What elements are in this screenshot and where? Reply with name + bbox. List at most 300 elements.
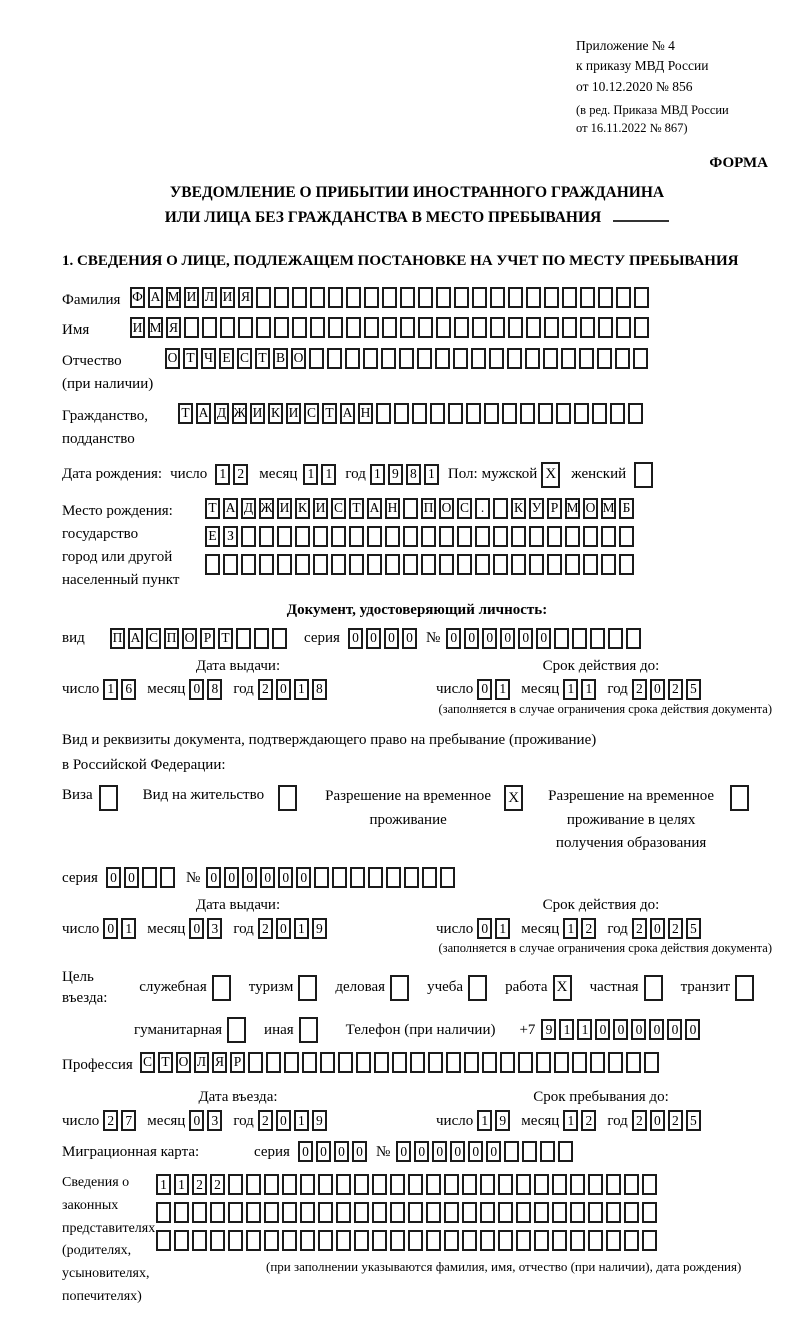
char-cell[interactable]: 7 <box>121 1110 136 1131</box>
char-cell[interactable]: 0 <box>278 867 293 888</box>
char-cell[interactable] <box>264 1230 279 1251</box>
char-cell[interactable]: 2 <box>581 1110 596 1131</box>
char-cell[interactable]: 0 <box>189 679 204 700</box>
char-cell[interactable] <box>634 287 649 308</box>
char-cell[interactable] <box>610 403 625 424</box>
char-cell[interactable] <box>299 1017 318 1043</box>
char-cell[interactable] <box>364 287 379 308</box>
char-cell[interactable] <box>454 287 469 308</box>
char-cell[interactable] <box>502 403 517 424</box>
char-cell[interactable] <box>480 1230 495 1251</box>
char-cell[interactable] <box>350 867 365 888</box>
char-cell[interactable] <box>320 1052 335 1073</box>
char-cell[interactable] <box>462 1174 477 1195</box>
char-cell[interactable]: С <box>140 1052 155 1073</box>
char-cell[interactable] <box>202 317 217 338</box>
stay-month-input[interactable] <box>563 1110 599 1131</box>
representatives-row3-input[interactable] <box>156 1230 741 1251</box>
char-cell[interactable]: 0 <box>414 1141 429 1162</box>
char-cell[interactable]: Д <box>241 498 256 519</box>
char-cell[interactable]: А <box>196 403 211 424</box>
char-cell[interactable]: Д <box>214 403 229 424</box>
char-cell[interactable]: 2 <box>668 679 683 700</box>
res-expiry-day-input[interactable] <box>477 918 513 939</box>
char-cell[interactable] <box>580 317 595 338</box>
char-cell[interactable] <box>300 1174 315 1195</box>
char-cell[interactable] <box>642 1174 657 1195</box>
char-cell[interactable] <box>372 1230 387 1251</box>
char-cell[interactable]: З <box>223 526 238 547</box>
char-cell[interactable] <box>372 1202 387 1223</box>
doc-kind-input[interactable] <box>110 628 290 649</box>
char-cell[interactable]: 0 <box>396 1141 411 1162</box>
char-cell[interactable] <box>518 1052 533 1073</box>
doc-issue-day-input[interactable] <box>103 679 139 700</box>
char-cell[interactable] <box>390 1174 405 1195</box>
char-cell[interactable]: 0 <box>450 1141 465 1162</box>
char-cell[interactable] <box>508 287 523 308</box>
char-cell[interactable]: 6 <box>121 679 136 700</box>
char-cell[interactable] <box>310 317 325 338</box>
char-cell[interactable] <box>318 1202 333 1223</box>
char-cell[interactable] <box>328 287 343 308</box>
char-cell[interactable] <box>277 554 292 575</box>
char-cell[interactable] <box>608 628 623 649</box>
char-cell[interactable] <box>394 403 409 424</box>
char-cell[interactable] <box>498 1202 513 1223</box>
char-cell[interactable]: Т <box>205 498 220 519</box>
char-cell[interactable] <box>403 526 418 547</box>
char-cell[interactable]: 3 <box>207 1110 222 1131</box>
char-cell[interactable] <box>266 1052 281 1073</box>
char-cell[interactable]: А <box>128 628 143 649</box>
char-cell[interactable] <box>558 1141 573 1162</box>
char-cell[interactable] <box>241 554 256 575</box>
char-cell[interactable] <box>529 554 544 575</box>
char-cell[interactable]: 9 <box>312 918 327 939</box>
char-cell[interactable] <box>336 1202 351 1223</box>
char-cell[interactable] <box>439 526 454 547</box>
char-cell[interactable] <box>606 1230 621 1251</box>
char-cell[interactable] <box>540 1141 555 1162</box>
char-cell[interactable]: К <box>268 403 283 424</box>
char-cell[interactable]: 0 <box>124 867 139 888</box>
char-cell[interactable] <box>475 554 490 575</box>
char-cell[interactable]: 9 <box>388 464 403 485</box>
char-cell[interactable]: 0 <box>316 1141 331 1162</box>
char-cell[interactable]: Н <box>358 403 373 424</box>
char-cell[interactable] <box>615 348 630 369</box>
char-cell[interactable] <box>354 1202 369 1223</box>
char-cell[interactable] <box>475 526 490 547</box>
char-cell[interactable]: 0 <box>348 628 363 649</box>
char-cell[interactable] <box>228 1202 243 1223</box>
char-cell[interactable]: 0 <box>613 1019 628 1040</box>
char-cell[interactable]: С <box>304 403 319 424</box>
char-cell[interactable] <box>626 1052 641 1073</box>
entry-year-input[interactable] <box>258 1110 330 1131</box>
char-cell[interactable]: Ж <box>232 403 247 424</box>
char-cell[interactable]: 0 <box>106 867 121 888</box>
char-cell[interactable]: 0 <box>595 1019 610 1040</box>
char-cell[interactable] <box>508 317 523 338</box>
char-cell[interactable] <box>552 1174 567 1195</box>
char-cell[interactable]: П <box>110 628 125 649</box>
char-cell[interactable] <box>228 1230 243 1251</box>
char-cell[interactable] <box>400 317 415 338</box>
char-cell[interactable] <box>468 975 487 1001</box>
char-cell[interactable] <box>156 1202 171 1223</box>
char-cell[interactable]: 2 <box>581 918 596 939</box>
char-cell[interactable]: К <box>295 498 310 519</box>
char-cell[interactable]: Т <box>218 628 233 649</box>
char-cell[interactable]: 1 <box>215 464 230 485</box>
char-cell[interactable] <box>349 554 364 575</box>
char-cell[interactable]: 1 <box>294 679 309 700</box>
char-cell[interactable]: К <box>511 498 526 519</box>
representatives-row1-input[interactable] <box>156 1174 741 1195</box>
char-cell[interactable] <box>482 1052 497 1073</box>
char-cell[interactable] <box>241 526 256 547</box>
char-cell[interactable]: Я <box>212 1052 227 1073</box>
char-cell[interactable] <box>598 287 613 308</box>
char-cell[interactable]: 5 <box>686 1110 701 1131</box>
char-cell[interactable] <box>386 867 401 888</box>
char-cell[interactable] <box>174 1230 189 1251</box>
char-cell[interactable]: 5 <box>686 918 701 939</box>
char-cell[interactable] <box>246 1202 261 1223</box>
birth-day-input[interactable] <box>215 464 251 485</box>
char-cell[interactable] <box>259 554 274 575</box>
char-cell[interactable] <box>436 317 451 338</box>
char-cell[interactable]: 0 <box>631 1019 646 1040</box>
res-expiry-month-input[interactable] <box>563 918 599 939</box>
doc-issue-year-input[interactable] <box>258 679 330 700</box>
birthplace-row2-input[interactable] <box>205 526 637 547</box>
char-cell[interactable] <box>570 1230 585 1251</box>
char-cell[interactable] <box>248 1052 263 1073</box>
birthplace-row3-input[interactable] <box>205 554 637 575</box>
char-cell[interactable]: Ф <box>130 287 145 308</box>
char-cell[interactable]: Б <box>619 498 634 519</box>
char-cell[interactable] <box>336 1174 351 1195</box>
char-cell[interactable] <box>466 403 481 424</box>
char-cell[interactable] <box>363 348 378 369</box>
char-cell[interactable] <box>601 554 616 575</box>
char-cell[interactable] <box>298 975 317 1001</box>
purpose-transit-checkbox[interactable] <box>735 975 757 1001</box>
char-cell[interactable] <box>634 462 653 488</box>
char-cell[interactable]: 3 <box>207 918 222 939</box>
char-cell[interactable] <box>331 526 346 547</box>
char-cell[interactable]: 0 <box>432 1141 447 1162</box>
char-cell[interactable]: 0 <box>276 679 291 700</box>
char-cell[interactable] <box>516 1174 531 1195</box>
char-cell[interactable] <box>408 1230 423 1251</box>
res-issue-month-input[interactable] <box>189 918 225 939</box>
res-expiry-year-input[interactable] <box>632 918 704 939</box>
char-cell[interactable] <box>440 867 455 888</box>
temp-permit-checkbox[interactable] <box>504 785 526 811</box>
char-cell[interactable]: 1 <box>321 464 336 485</box>
char-cell[interactable]: 0 <box>464 628 479 649</box>
char-cell[interactable] <box>457 554 472 575</box>
char-cell[interactable] <box>238 317 253 338</box>
char-cell[interactable] <box>184 317 199 338</box>
char-cell[interactable]: С <box>237 348 252 369</box>
char-cell[interactable] <box>278 785 297 811</box>
char-cell[interactable] <box>439 554 454 575</box>
char-cell[interactable] <box>300 1230 315 1251</box>
char-cell[interactable] <box>511 526 526 547</box>
char-cell[interactable] <box>448 403 463 424</box>
char-cell[interactable] <box>376 403 391 424</box>
char-cell[interactable]: 0 <box>650 1110 665 1131</box>
char-cell[interactable] <box>295 526 310 547</box>
char-cell[interactable] <box>472 317 487 338</box>
mig-series-input[interactable] <box>298 1141 370 1162</box>
char-cell[interactable]: 2 <box>668 918 683 939</box>
char-cell[interactable] <box>256 317 271 338</box>
doc-expiry-month-input[interactable] <box>563 679 599 700</box>
char-cell[interactable]: 0 <box>477 679 492 700</box>
char-cell[interactable] <box>336 1230 351 1251</box>
char-cell[interactable]: 1 <box>121 918 136 939</box>
char-cell[interactable] <box>529 526 544 547</box>
char-cell[interactable]: 1 <box>477 1110 492 1131</box>
char-cell[interactable] <box>385 526 400 547</box>
char-cell[interactable] <box>367 554 382 575</box>
char-cell[interactable] <box>562 287 577 308</box>
char-cell[interactable] <box>426 1174 441 1195</box>
char-cell[interactable] <box>274 287 289 308</box>
char-cell[interactable] <box>644 975 663 1001</box>
char-cell[interactable]: 0 <box>650 918 665 939</box>
char-cell[interactable]: 0 <box>334 1141 349 1162</box>
char-cell[interactable] <box>403 554 418 575</box>
purpose-private-checkbox[interactable] <box>644 975 666 1001</box>
char-cell[interactable]: 0 <box>649 1019 664 1040</box>
char-cell[interactable] <box>220 317 235 338</box>
phone-input[interactable] <box>541 1019 703 1040</box>
char-cell[interactable]: П <box>421 498 436 519</box>
citizenship-input[interactable] <box>178 403 646 424</box>
char-cell[interactable]: И <box>184 287 199 308</box>
char-cell[interactable] <box>453 348 468 369</box>
char-cell[interactable]: О <box>165 348 180 369</box>
char-cell[interactable]: 0 <box>667 1019 682 1040</box>
char-cell[interactable]: И <box>286 403 301 424</box>
char-cell[interactable]: 0 <box>296 867 311 888</box>
char-cell[interactable] <box>282 1202 297 1223</box>
char-cell[interactable]: Е <box>205 526 220 547</box>
char-cell[interactable] <box>588 1230 603 1251</box>
char-cell[interactable]: Н <box>385 498 400 519</box>
char-cell[interactable]: 1 <box>563 679 578 700</box>
char-cell[interactable] <box>156 1230 171 1251</box>
char-cell[interactable] <box>570 1174 585 1195</box>
char-cell[interactable] <box>399 348 414 369</box>
char-cell[interactable]: 1 <box>581 679 596 700</box>
firstname-input[interactable] <box>130 317 652 338</box>
char-cell[interactable]: 1 <box>174 1174 189 1195</box>
char-cell[interactable] <box>592 403 607 424</box>
char-cell[interactable] <box>493 554 508 575</box>
purpose-official-checkbox[interactable] <box>212 975 234 1001</box>
char-cell[interactable] <box>309 348 324 369</box>
residence-permit-checkbox[interactable] <box>278 785 300 811</box>
char-cell[interactable]: Ж <box>259 498 274 519</box>
char-cell[interactable] <box>606 1174 621 1195</box>
char-cell[interactable]: Т <box>349 498 364 519</box>
char-cell[interactable] <box>552 1202 567 1223</box>
char-cell[interactable] <box>616 317 631 338</box>
char-cell[interactable]: У <box>529 498 544 519</box>
char-cell[interactable] <box>444 1230 459 1251</box>
char-cell[interactable] <box>730 785 749 811</box>
char-cell[interactable] <box>598 317 613 338</box>
char-cell[interactable]: 0 <box>650 679 665 700</box>
char-cell[interactable]: 1 <box>294 1110 309 1131</box>
char-cell[interactable] <box>417 348 432 369</box>
birthplace-row1-input[interactable] <box>205 498 637 519</box>
char-cell[interactable] <box>418 317 433 338</box>
char-cell[interactable]: 8 <box>207 679 222 700</box>
char-cell[interactable] <box>619 526 634 547</box>
char-cell[interactable]: 0 <box>352 1141 367 1162</box>
char-cell[interactable]: Ч <box>201 348 216 369</box>
char-cell[interactable] <box>346 317 361 338</box>
char-cell[interactable] <box>356 1052 371 1073</box>
char-cell[interactable]: 0 <box>446 628 461 649</box>
birth-month-input[interactable] <box>303 464 339 485</box>
char-cell[interactable] <box>274 317 289 338</box>
char-cell[interactable]: X <box>504 785 523 811</box>
char-cell[interactable]: 1 <box>424 464 439 485</box>
char-cell[interactable] <box>392 1052 407 1073</box>
char-cell[interactable] <box>404 867 419 888</box>
char-cell[interactable] <box>601 526 616 547</box>
char-cell[interactable] <box>642 1202 657 1223</box>
char-cell[interactable] <box>426 1202 441 1223</box>
char-cell[interactable] <box>210 1230 225 1251</box>
char-cell[interactable] <box>446 1052 461 1073</box>
char-cell[interactable]: 0 <box>298 1141 313 1162</box>
char-cell[interactable]: М <box>565 498 580 519</box>
char-cell[interactable] <box>516 1202 531 1223</box>
char-cell[interactable] <box>412 403 427 424</box>
char-cell[interactable]: А <box>340 403 355 424</box>
char-cell[interactable]: 1 <box>370 464 385 485</box>
char-cell[interactable] <box>435 348 450 369</box>
char-cell[interactable] <box>484 403 499 424</box>
char-cell[interactable] <box>142 867 157 888</box>
doc-number-input[interactable] <box>446 628 644 649</box>
char-cell[interactable] <box>345 348 360 369</box>
char-cell[interactable]: 0 <box>518 628 533 649</box>
char-cell[interactable] <box>480 1174 495 1195</box>
char-cell[interactable] <box>490 317 505 338</box>
char-cell[interactable]: Т <box>178 403 193 424</box>
char-cell[interactable]: 2 <box>632 918 647 939</box>
char-cell[interactable]: 8 <box>312 679 327 700</box>
char-cell[interactable] <box>192 1202 207 1223</box>
char-cell[interactable] <box>374 1052 389 1073</box>
char-cell[interactable] <box>507 348 522 369</box>
char-cell[interactable] <box>462 1202 477 1223</box>
char-cell[interactable] <box>367 526 382 547</box>
char-cell[interactable]: 9 <box>312 1110 327 1131</box>
char-cell[interactable] <box>400 287 415 308</box>
char-cell[interactable] <box>624 1230 639 1251</box>
purpose-other-checkbox[interactable] <box>299 1017 321 1043</box>
char-cell[interactable] <box>534 1230 549 1251</box>
char-cell[interactable]: Т <box>183 348 198 369</box>
char-cell[interactable] <box>421 526 436 547</box>
char-cell[interactable]: 1 <box>559 1019 574 1040</box>
char-cell[interactable] <box>642 1230 657 1251</box>
char-cell[interactable] <box>259 526 274 547</box>
char-cell[interactable]: А <box>367 498 382 519</box>
char-cell[interactable] <box>368 867 383 888</box>
char-cell[interactable] <box>580 287 595 308</box>
char-cell[interactable]: 0 <box>242 867 257 888</box>
char-cell[interactable] <box>272 628 287 649</box>
char-cell[interactable] <box>372 1174 387 1195</box>
char-cell[interactable] <box>444 1202 459 1223</box>
char-cell[interactable]: Л <box>202 287 217 308</box>
char-cell[interactable] <box>418 287 433 308</box>
char-cell[interactable]: О <box>176 1052 191 1073</box>
char-cell[interactable] <box>608 1052 623 1073</box>
char-cell[interactable] <box>346 287 361 308</box>
char-cell[interactable] <box>504 1141 519 1162</box>
char-cell[interactable] <box>314 867 329 888</box>
char-cell[interactable] <box>583 526 598 547</box>
char-cell[interactable]: Л <box>194 1052 209 1073</box>
char-cell[interactable] <box>264 1202 279 1223</box>
char-cell[interactable]: А <box>223 498 238 519</box>
char-cell[interactable] <box>295 554 310 575</box>
char-cell[interactable]: 0 <box>536 628 551 649</box>
char-cell[interactable]: 0 <box>260 867 275 888</box>
char-cell[interactable]: И <box>250 403 265 424</box>
char-cell[interactable]: 5 <box>686 679 701 700</box>
char-cell[interactable]: О <box>182 628 197 649</box>
char-cell[interactable]: 0 <box>477 918 492 939</box>
char-cell[interactable]: 2 <box>258 1110 273 1131</box>
char-cell[interactable]: П <box>164 628 179 649</box>
char-cell[interactable] <box>428 1052 443 1073</box>
char-cell[interactable] <box>390 975 409 1001</box>
char-cell[interactable] <box>493 498 508 519</box>
char-cell[interactable] <box>544 317 559 338</box>
char-cell[interactable]: 2 <box>632 679 647 700</box>
char-cell[interactable] <box>490 287 505 308</box>
sex-female-checkbox[interactable] <box>634 462 656 488</box>
char-cell[interactable] <box>534 1174 549 1195</box>
char-cell[interactable]: 0 <box>384 628 399 649</box>
char-cell[interactable] <box>300 1202 315 1223</box>
char-cell[interactable] <box>422 867 437 888</box>
char-cell[interactable] <box>626 628 641 649</box>
char-cell[interactable] <box>282 1230 297 1251</box>
purpose-study-checkbox[interactable] <box>468 975 490 1001</box>
char-cell[interactable] <box>246 1230 261 1251</box>
char-cell[interactable] <box>588 1202 603 1223</box>
char-cell[interactable] <box>410 1052 425 1073</box>
char-cell[interactable]: М <box>166 287 181 308</box>
